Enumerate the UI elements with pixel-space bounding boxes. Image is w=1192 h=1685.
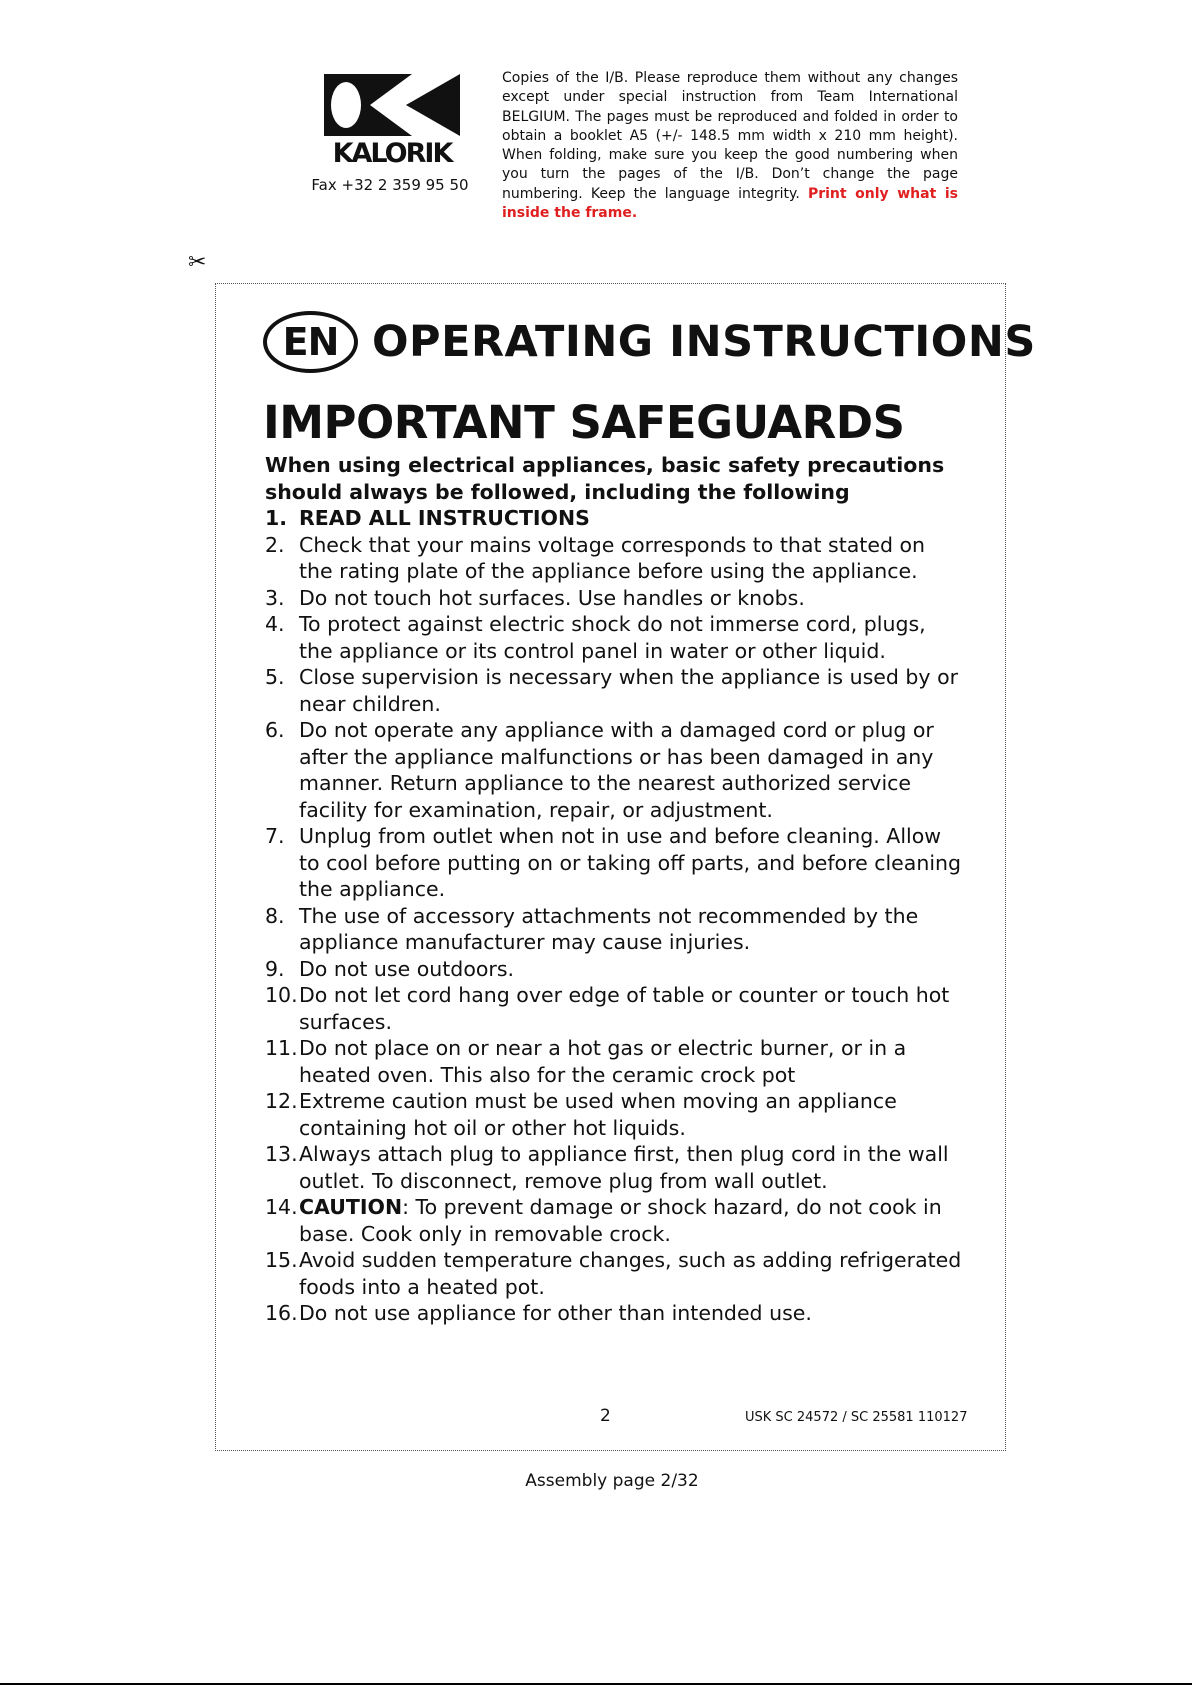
item-text: Check that your mains voltage corresponds to that stated on the rating plate of the appliance before using the appliance. (299, 532, 926, 583)
fax-number: Fax +32 2 359 95 50 (311, 176, 469, 194)
logo-text: KALORIK (332, 138, 452, 166)
list-item (265, 823, 965, 903)
caution-text: : To prevent damage or shock hazard, do not cook in base. Cook only in removable crock. (299, 1195, 942, 1246)
item-text: Do not place on or near a hot gas or electric burner, or in a heated oven. This also for the ceramic crock pot (299, 1036, 907, 1087)
item-number: 14. (265, 1195, 298, 1219)
item-number: 11. (265, 1036, 298, 1060)
item-text: Do not use outdoors. (299, 956, 515, 981)
item-text: Do not operate any appliance with a damaged cord or plug or after the appliance malfunctions or has been damaged in any manner. Return appliance to the nearest authorized service facility for examination, repair, or adjustment. (299, 718, 934, 822)
item-number: 7. (265, 824, 285, 848)
assembly-page: Assembly page 2/32 (525, 1471, 699, 1491)
item-number: 16. (265, 1301, 298, 1325)
list-item (265, 903, 965, 956)
caution-label: CAUTION (299, 1195, 403, 1219)
item-number: 2. (265, 532, 285, 557)
item-text: Always attach plug to appliance first, then plug cord in the wall outlet. To disconnect, remove plug from wall outlet. (299, 1142, 949, 1193)
page-number: 2 (600, 1406, 611, 1426)
kalorik-logo (322, 74, 462, 166)
item-text: Unplug from outlet when not in use and before cleaning. Allow to cool before putting on or taking off parts, and before cleaning the appliance. (299, 824, 962, 901)
list-item (265, 1141, 965, 1194)
list-item (265, 611, 965, 664)
item-text: To protect against electric shock do not immerse cord, plugs, the appliance or its control panel in water or other liquid. (299, 612, 926, 663)
item-text: Avoid sudden temperature changes, such as adding refrigerated foods into a heated pot. (299, 1248, 962, 1299)
list-item (265, 956, 965, 983)
item-number: 3. (265, 585, 285, 610)
model-code: USK SC 24572 / SC 25581 110127 (745, 1410, 968, 1425)
item-number: 10. (265, 983, 298, 1007)
list-item (265, 1300, 965, 1327)
item-text: Do not let cord hang over edge of table or counter or touch hot surfaces. (299, 983, 950, 1034)
item-number: 1. (265, 506, 288, 530)
list-item (265, 982, 965, 1035)
item-text (299, 1194, 965, 1247)
list-item (265, 664, 965, 717)
item-number: 12. (265, 1089, 298, 1113)
item-text: Do not use appliance for other than intended use. (299, 1301, 812, 1325)
reproduction-notice (502, 69, 958, 223)
intro-text: When using electrical appliances, basic safety precautions should always be followed, including the following (265, 453, 945, 504)
scissors-icon: ✂ (188, 250, 207, 275)
list-item (265, 1035, 965, 1088)
item-text: Do not touch hot surfaces. Use handles or knobs. (299, 585, 805, 610)
item-text: READ ALL INSTRUCTIONS (299, 506, 590, 530)
list-item (265, 505, 965, 532)
list-item (265, 717, 965, 823)
list-item (265, 1088, 965, 1141)
title-text: OPERATING INSTRUCTIONS (372, 317, 1036, 367)
safeguard-list (265, 505, 965, 1327)
notice-highlight: Print only what is inside the frame. (502, 185, 958, 222)
item-text: The use of accessory attachments not recommended by the appliance manufacturer may cause injuries. (299, 903, 919, 954)
operating-instructions-title (263, 311, 1036, 373)
safeguards-heading: IMPORTANT SAFEGUARDS (263, 396, 905, 449)
item-number: 5. (265, 665, 285, 689)
item-text: Extreme caution must be used when moving an appliance containing hot oil or other hot liquids. (299, 1089, 897, 1140)
list-item (265, 1247, 965, 1300)
item-number: 15. (265, 1248, 298, 1272)
list-item (265, 1194, 965, 1247)
list-item (265, 532, 965, 585)
item-number: 9. (265, 956, 285, 981)
list-item (265, 585, 965, 612)
item-number: 4. (265, 612, 285, 636)
language-badge: EN (263, 311, 358, 373)
item-number: 13. (265, 1142, 298, 1166)
item-number: 8. (265, 903, 285, 928)
notice-text: Copies of the I/B. Please reproduce them without any changes except under special instruction from Team International BELGIUM. The pages must be reproduced and folded in order to obtain a booklet A5 (+/- 148.5 mm width x 210 mm height). When folding, make sure you keep the good numbering when you turn the pages of the I/B. Don’t change the page numbering. Keep the language integrity. (502, 70, 958, 202)
item-text: Close supervision is necessary when the appliance is used by or near children. (299, 665, 959, 716)
item-number: 6. (265, 718, 285, 742)
